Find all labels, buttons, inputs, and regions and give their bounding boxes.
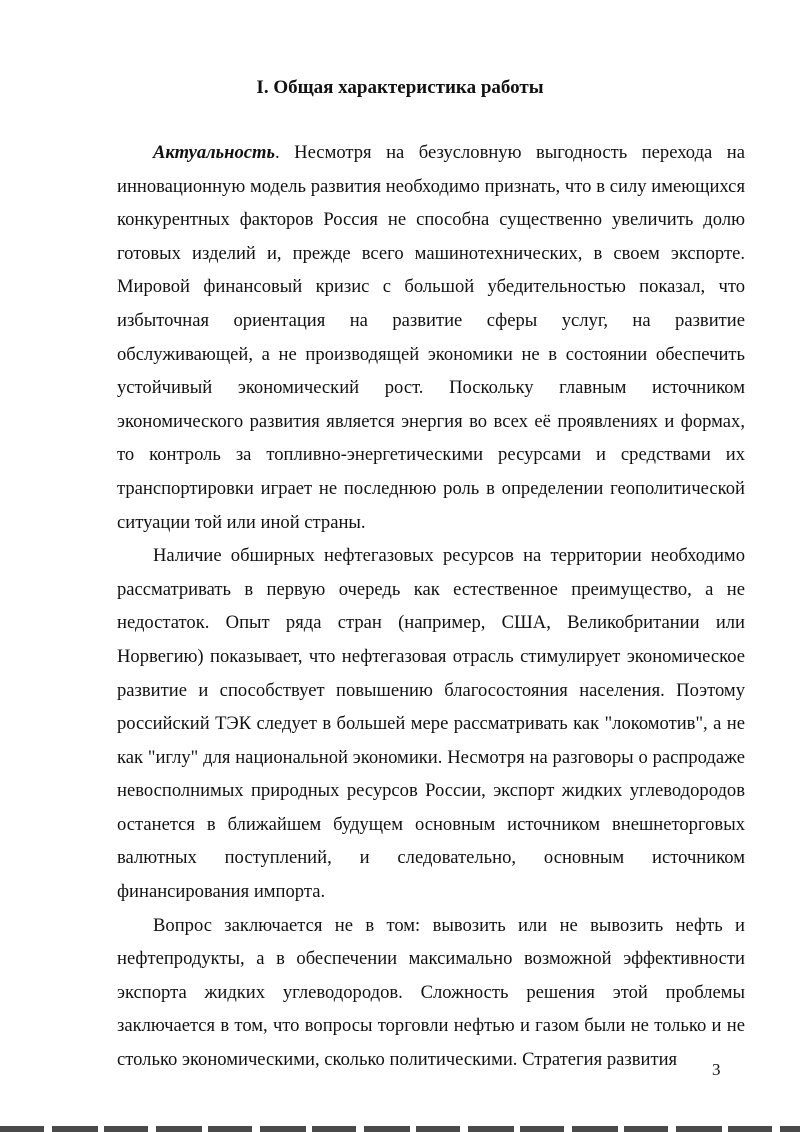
scan-edge-artifact xyxy=(0,1126,800,1132)
paragraph-relevance xyxy=(117,136,745,539)
body-text xyxy=(117,136,745,1077)
page-number: 3 xyxy=(712,1060,721,1079)
paragraph-resources: Наличие обширных нефтегазовых ресурсов на территории необходимо рассматривать в первую очередь как естественное преимущество, а не недостаток. Опыт ряда стран (например, США, Великобритании или Норвегию) показывает, что нефтегазовая отрасль стимулирует экономическое развитие и способствует повышению благосостояния населения. Поэтому российский ТЭК следует в большей мере рассматривать как "локомотив", а не как "иглу" для национальной экономики. Несмотря на разговоры о распродаже невосполнимых природных ресурсов России, экспорт жидких углеводородов останется в ближайшем будущем основным источником внешнеторговых валютных поступлений, и следовательно, основным источником финансирования импорта. xyxy=(117,545,745,903)
paragraph-question: Вопрос заключается не в том: вывозить или не вывозить нефть и нефтепродукты, а в обеспечении максимально возможной эффективности экспорта жидких углеводородов. Сложность решения этой проблемы заключается в том, что вопросы торговли нефтью и газом были не только и не столько экономическими, сколько политическими. Стратегия развития xyxy=(117,914,745,1071)
section-heading: I. Общая характеристика работы xyxy=(256,77,544,98)
lead-label: Актуальность xyxy=(153,142,276,163)
paragraph-text: . Несмотря на безусловную выгодность перехода на инновационную модель развития необходимо признать, что в силу имеющихся конкурентных факторов Россия не способна существенно увеличить долю готовых изделий и, прежде всего машинотехнических, в своем экспорте. Мировой финансовый кризис с большой убедительностью показал, что избыточная ориентация на развитие сферы услуг, на развитие обслуживающей, а не производящей экономики не в состоянии обеспечить устойчивый экономический рост. Поскольку главным источником экономического развития является энергия во всех её проявлениях и формах, то контроль за топливно-энергетическими ресурсами и средствами их транспортировки играет не последнюю роль в определении геополитической ситуации той или иной страны. xyxy=(117,142,745,533)
